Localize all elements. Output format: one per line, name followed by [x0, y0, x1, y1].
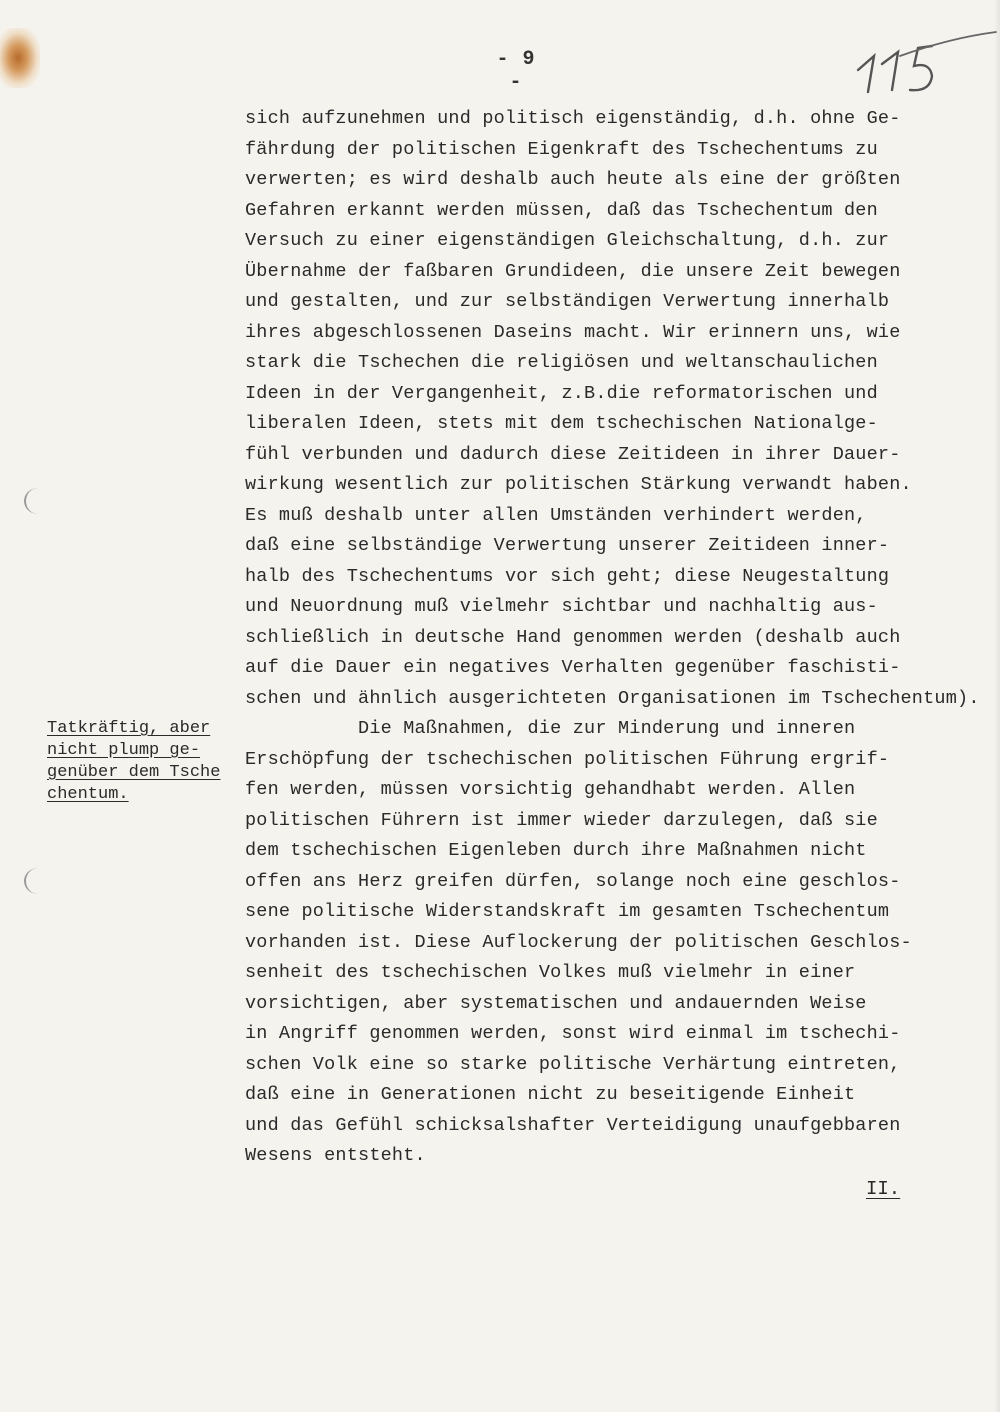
text-line: Versuch zu einer eigenständigen Gleichschaltung, d.h. zur	[245, 230, 890, 251]
text-line: vorhanden ist. Diese Auflockerung der politischen Geschlos-	[245, 931, 912, 953]
text-line: Es muß deshalb unter allen Umständen verhindert werden,	[245, 504, 867, 526]
text-line: auf die Dauer ein negatives Verhalten gegenüber faschisti-	[245, 657, 901, 678]
text-line: offen ans Herz greifen dürfen, solange noch eine geschlos-	[245, 870, 901, 892]
text-line: und Neuordnung muß vielmehr sichtbar und nachhaltig aus-	[245, 596, 878, 617]
text-line: schen und ähnlich ausgerichteten Organisationen im Tschechentum).	[245, 687, 980, 709]
punch-hole-upper	[24, 488, 52, 514]
section-mark: II.	[866, 1178, 901, 1200]
text-line: halb des Tschechentums vor sich geht; diese Neugestaltung	[245, 565, 890, 587]
text-line: Erschöpfung der tschechischen politischen Führung ergrif-	[245, 748, 890, 770]
page-number: - 9 -	[496, 48, 536, 94]
text-line: Wesens entsteht.	[245, 1145, 426, 1166]
margin-note-line: chentum.	[47, 785, 129, 804]
text-line: in Angriff genommen werden, sonst wird einmal im tschechi-	[245, 1023, 901, 1044]
text-line: wirkung wesentlich zur politischen Stärkung verwandt haben.	[245, 474, 912, 495]
text-line: und das Gefühl schicksalshafter Verteidigung unaufgebbaren	[245, 1114, 901, 1136]
page-edge	[994, 0, 1000, 1412]
text-line: ihres abgeschlossenen Daseins macht. Wir erinnern uns, wie	[245, 321, 901, 343]
margin-note	[47, 718, 252, 806]
text-line: sene politische Widerstandskraft im gesamten Tschechentum	[245, 901, 890, 922]
text-line: vorsichtigen, aber systematischen und andauernden Weise	[245, 992, 867, 1014]
burn-stain	[0, 28, 40, 88]
body-text	[245, 104, 980, 1172]
text-line: daß eine selbständige Verwertung unserer Zeitideen inner-	[245, 535, 890, 556]
text-line: schließlich in deutsche Hand genommen werden (deshalb auch	[245, 626, 901, 648]
text-line: fen werden, müssen vorsichtig gehandhabt werden. Allen	[245, 779, 856, 800]
margin-note-line: genüber dem Tsche	[47, 763, 221, 782]
text-line: senheit des tschechischen Volkes muß vielmehr in einer	[245, 962, 856, 983]
punch-hole-lower	[24, 868, 52, 894]
margin-note-line: Tatkräftig, aber	[47, 719, 211, 738]
text-line: stark die Tschechen die religiösen und weltanschaulichen	[245, 352, 878, 373]
text-line: dem tschechischen Eigenleben durch ihre Maßnahmen nicht	[245, 840, 867, 861]
text-line: fährdung der politischen Eigenkraft des Tschechentums zu	[245, 138, 878, 160]
text-line: verwerten; es wird deshalb auch heute als eine der größten	[245, 169, 901, 190]
text-line: Ideen in der Vergangenheit, z.B.die reformatorischen und	[245, 382, 878, 404]
text-line: fühl verbunden und dadurch diese Zeitideen in ihrer Dauer-	[245, 443, 901, 465]
text-line: liberalen Ideen, stets mit dem tschechischen Nationalge-	[245, 413, 878, 434]
text-line: schen Volk eine so starke politische Verhärtung eintreten,	[245, 1053, 901, 1075]
text-line: und gestalten, und zur selbständigen Verwertung innerhalb	[245, 291, 890, 312]
text-line: Übernahme der faßbaren Grundideen, die unsere Zeit bewegen	[245, 260, 901, 282]
text-line: politischen Führern ist immer wieder darzulegen, daß sie	[245, 809, 878, 831]
handwritten-folio-number	[840, 30, 1000, 100]
margin-note-line: nicht plump ge-	[47, 741, 201, 760]
text-line: sich aufzunehmen und politisch eigenständig, d.h. ohne Ge-	[245, 108, 901, 129]
text-line: Die Maßnahmen, die zur Minderung und inneren	[245, 718, 856, 739]
text-line: daß eine in Generationen nicht zu beseitigende Einheit	[245, 1084, 856, 1105]
text-line: Gefahren erkannt werden müssen, daß das Tschechentum den	[245, 199, 878, 221]
